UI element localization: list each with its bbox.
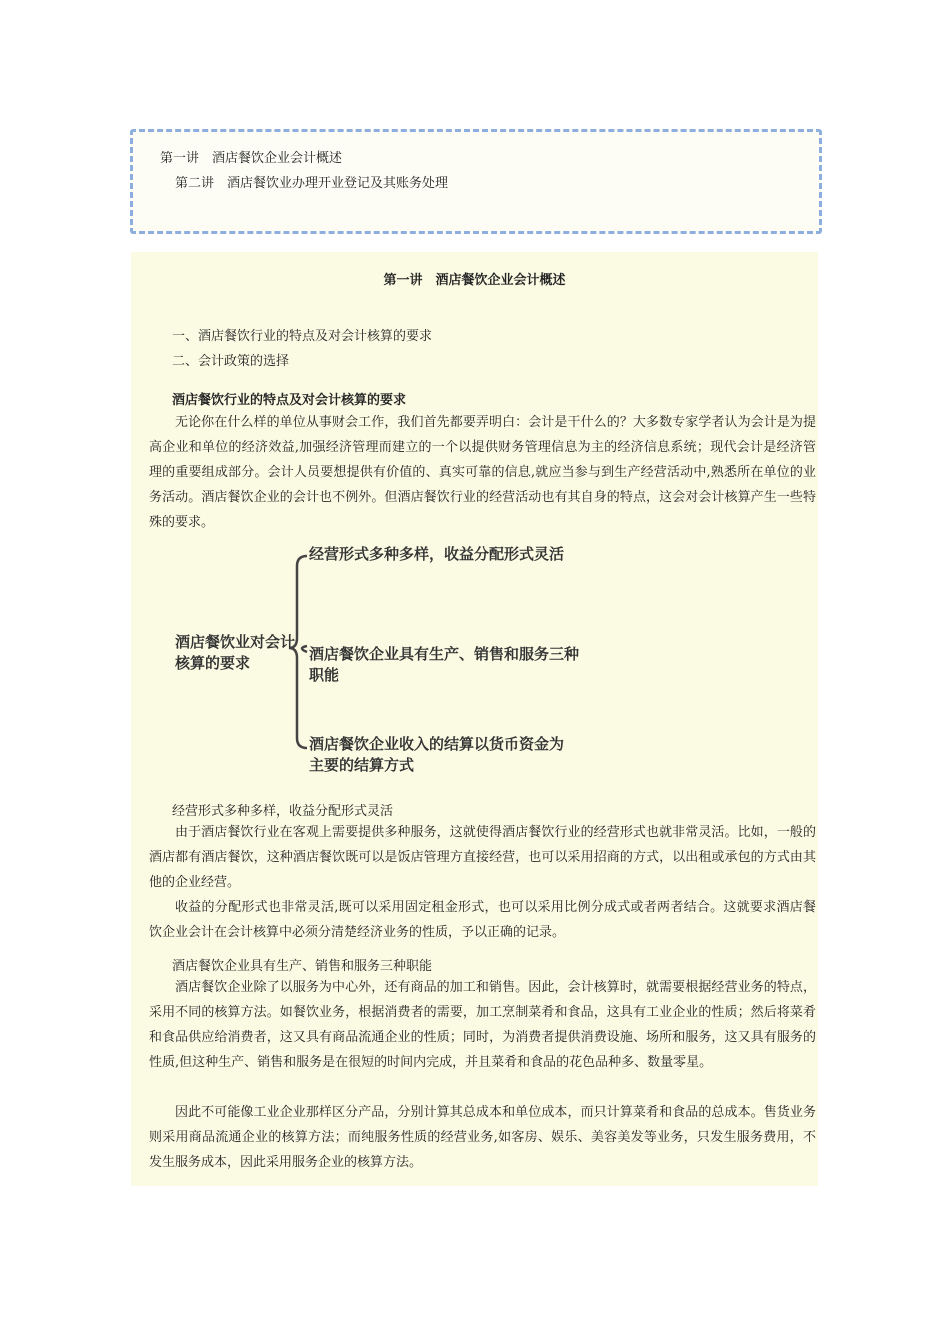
toc-item-lecture-2[interactable]: 第二讲 酒店餐饮业办理开业登记及其账务处理 [175,176,449,191]
outline-item-1: 一、酒店餐饮行业的特点及对会计核算的要求 [172,329,433,344]
subsection-2-paragraph-2: 因此不可能像工业企业那样区分产品，分别计算其总成本和单位成本，而只计算菜肴和食品的总成本。售货业务则采用商品流通企业的核算方法；而纯服务性质的经营业务,如客房、娱乐、美容美发等业务，只发生服务费用，不发生服务成本，因此采用服务企业的核算方法。 [149,1105,816,1170]
middle-branch-mark [302,646,307,652]
article-content [131,252,818,1186]
subsection-2-paragraph-1: 酒店餐饮企业除了以服务为中心外，还有商品的加工和销售。因此，会计核算时，就需要根据经营业务的特点，采用不同的核算方法。如餐饮业务，根据消费者的需要，加工烹制菜肴和食品，这具有工业企业的性质；然后将菜肴和食品供应给消费者，这又具有商品流通企业的性质；同时，为消费者提供消费设施、场所和服务，这又具有服务的性质,但这种生产、销售和服务是在很短的时间内完成，并且菜肴和食品的花色品种多、数量零星。 [149,980,816,1070]
section-heading: 酒店餐饮行业的特点及对会计核算的要求 [172,393,407,408]
toc-item-lecture-1[interactable]: 第一讲 酒店餐饮企业会计概述 [160,151,343,166]
subsection-1-paragraph-1: 由于酒店餐饮行业在客观上需要提供多种服务，这就使得酒店餐饮行业的经营形式也就非常灵活。比如，一般的酒店都有酒店餐饮，这种酒店餐饮既可以是饭店管理方直接经营，也可以采用招商的方式，以出租或承包的方式由其他的企业经营。 [149,825,816,890]
table-of-contents [130,129,822,234]
page-title: 第一讲 酒店餐饮企业会计概述 [383,273,566,288]
diagram-branch-2: 酒店餐饮企业具有生产、销售和服务三种职能 [309,645,580,684]
diagram-root: 酒店餐饮业对会计核算的要求 [175,633,296,672]
subsection-1-heading: 经营形式多种多样，收益分配形式灵活 [172,804,394,819]
outline-item-2: 二、会计政策的选择 [172,354,290,369]
subsection-2-heading: 酒店餐饮企业具有生产、销售和服务三种职能 [172,959,433,974]
diagram-branch-1: 经营形式多种多样，收益分配形式灵活 [309,545,565,563]
intro-paragraph: 无论你在什么样的单位从事财会工作，我们首先都要弄明白：会计是干什么的？大多数专家学者认为会计是为提高企业和单位的经济效益,加强经济管理而建立的一个以提供财务管理信息为主的经济信息系统；现代会计是经济管理的重要组成部分。会计人员要想提供有价值的、真实可靠的信息,就应当参与到生产经营活动中,熟悉所在单位的业务活动。酒店餐饮企业的会计也不例外。但酒店餐饮行业的经营活动也有其自身的特点，这会对会计核算产生一些特殊的要求。 [149,415,816,530]
subsection-1-paragraph-2: 收益的分配形式也非常灵活,既可以采用固定租金形式，也可以采用比例分成式或者两者结合。这就要求酒店餐饮企业会计在会计核算中必须分清楚经济业务的性质，予以正确的记录。 [149,900,816,940]
requirements-diagram [171,542,601,778]
diagram-branch-3: 酒店餐饮企业收入的结算以货币资金为主要的结算方式 [309,735,565,774]
